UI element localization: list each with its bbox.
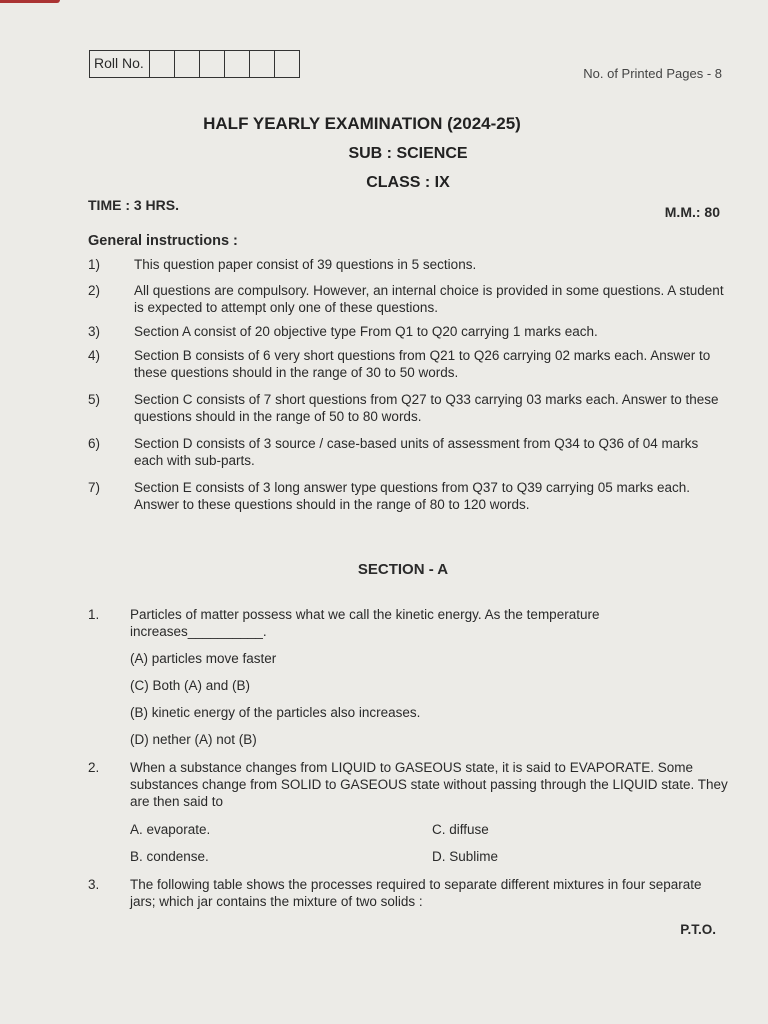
subject-title: SUB : SCIENCE	[348, 145, 468, 162]
class-title: CLASS : IX	[366, 174, 450, 191]
instructions-heading: General instructions :	[88, 233, 238, 249]
instruction-text: Section B consists of 6 very short questions from Q21 to Q26 carrying 02 marks each. Answer to these questions should in the range of 30 to 50 words.	[134, 348, 711, 380]
question-1	[88, 606, 728, 640]
question-number: 3.	[88, 877, 100, 892]
roll-cell	[225, 51, 250, 77]
question-3	[88, 876, 728, 910]
roll-number-label: Roll No.	[90, 51, 150, 77]
printed-pages: No. of Printed Pages - 8	[583, 66, 722, 81]
instruction-number: 4)	[88, 348, 101, 363]
max-marks: M.M.: 80	[664, 204, 720, 220]
instruction-text: Section A consist of 20 objective type From Q1 to Q20 carrying 1 marks each.	[134, 324, 598, 339]
roll-cell	[200, 51, 225, 77]
q2-option-d: D. Sublime	[432, 849, 499, 864]
q1-option-c: (C) Both (A) and (B)	[130, 678, 251, 693]
roll-number-box	[89, 50, 300, 78]
instruction-text: All questions are compulsory. However, an internal choice is provided in some questions. A student is expected to attempt only one of these questions.	[134, 283, 724, 315]
time-allowed: TIME : 3 HRS.	[88, 197, 180, 213]
question-number: 1.	[88, 607, 100, 622]
roll-cell	[175, 51, 200, 77]
exam-title: HALF YEARLY EXAMINATION (2024-25)	[203, 114, 521, 133]
q1-option-d: (D) nether (A) not (B)	[130, 732, 257, 747]
roll-cell	[150, 51, 175, 77]
section-a-heading: SECTION - A	[357, 561, 449, 578]
instruction-number: 2)	[88, 283, 101, 298]
instruction-text: This question paper consist of 39 questions in 5 sections.	[134, 257, 477, 272]
instruction-item	[88, 323, 728, 340]
q1-option-b: (B) kinetic energy of the particles also increases.	[130, 705, 421, 720]
question-2	[88, 759, 728, 810]
instruction-item	[88, 435, 728, 469]
instruction-text: Section E consists of 3 long answer type questions from Q37 to Q39 carrying 05 marks each. Answer to these questions should in the range of 80 to 120 words.	[134, 480, 691, 512]
question-text: The following table shows the processes required to separate different mixtures in four separate jars; which jar contains the mixture of two solids :	[130, 877, 702, 909]
instruction-number: 7)	[88, 480, 101, 495]
instruction-number: 1)	[88, 257, 101, 272]
question-text: When a substance changes from LIQUID to GASEOUS state, it is said to EVAPORATE. Some substances change from SOLID to GASEOUS state without passing through the LIQUID state. They are then said to	[130, 760, 728, 809]
instruction-item	[88, 347, 728, 381]
question-number: 2.	[88, 760, 100, 775]
instruction-item	[88, 479, 728, 513]
instruction-number: 5)	[88, 392, 101, 407]
q2-option-c: C. diffuse	[432, 822, 489, 837]
instruction-number: 3)	[88, 324, 101, 339]
instruction-text: Section D consists of 3 source / case-based units of assessment from Q34 to Q36 of 04 marks each with sub-parts.	[134, 436, 699, 468]
roll-cell	[275, 51, 299, 77]
q2-option-b: B. condense.	[130, 849, 209, 864]
q1-option-a: (A) particles move faster	[130, 651, 277, 666]
instruction-item	[88, 256, 728, 273]
question-text: Particles of matter possess what we call the kinetic energy. As the temperature increases__________.	[130, 607, 600, 639]
roll-cell	[250, 51, 275, 77]
instructions-list	[88, 256, 728, 518]
instruction-item	[88, 391, 728, 425]
instruction-item	[88, 282, 728, 316]
please-turn-over: P.T.O.	[680, 922, 716, 937]
q2-option-a: A. evaporate.	[130, 822, 211, 837]
page-edge-mark	[0, 0, 60, 3]
instruction-text: Section C consists of 7 short questions from Q27 to Q33 carrying 03 marks each. Answer to these questions should in the range of 50 to 80 words.	[134, 392, 719, 424]
instruction-number: 6)	[88, 436, 101, 451]
